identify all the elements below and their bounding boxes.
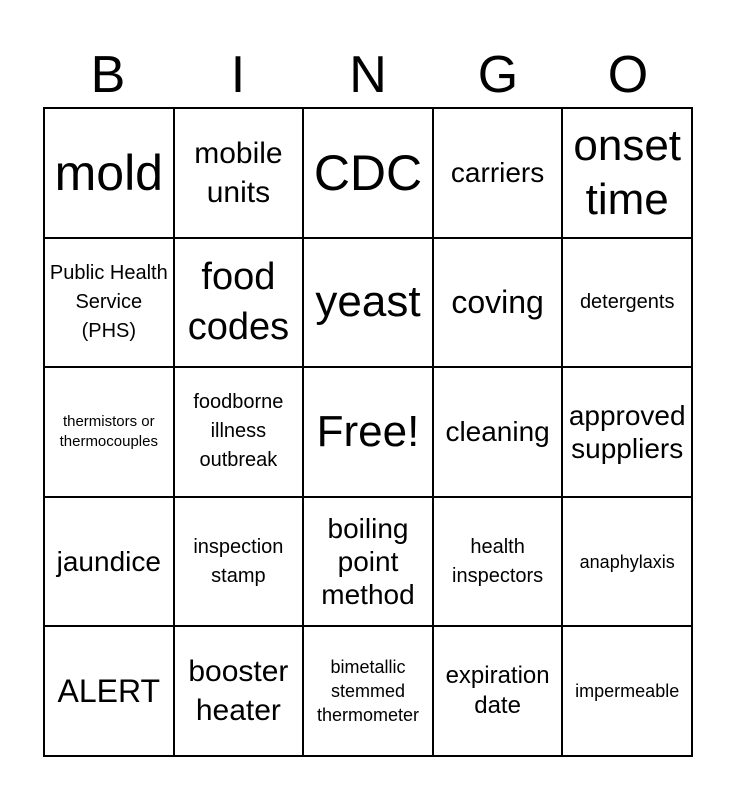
- bingo-cell-r4c1[interactable]: [44, 497, 174, 627]
- bingo-cell-r1c1[interactable]: [44, 108, 174, 238]
- bingo-cell-r3c4[interactable]: [433, 367, 563, 497]
- cell-text: health inspectors: [452, 535, 544, 587]
- bingo-board: [43, 107, 693, 757]
- cell-text: anaphylaxis: [579, 551, 675, 572]
- cell-text: detergents: [579, 290, 675, 313]
- bingo-cell-r2c1[interactable]: [44, 238, 174, 368]
- cell-text: mold: [54, 144, 163, 201]
- bingo-cell-r4c3[interactable]: [303, 497, 433, 627]
- bingo-cell-r5c1[interactable]: [44, 626, 174, 756]
- bingo-cell-r4c4[interactable]: [433, 497, 563, 627]
- cell-text: CDC: [313, 144, 423, 201]
- cell-text: cleaning: [445, 416, 550, 448]
- bingo-cell-r2c4[interactable]: [433, 238, 563, 368]
- bingo-cell-r2c5[interactable]: [562, 238, 692, 368]
- header-letter-o: O: [607, 46, 649, 104]
- cell-text: foodborne illness outbreak: [193, 391, 284, 472]
- header-letter-b: B: [90, 46, 126, 104]
- bingo-cell-r3c3-free[interactable]: [303, 367, 433, 497]
- cell-text: expiration date: [445, 662, 550, 720]
- cell-text: onset time: [573, 120, 682, 224]
- bingo-cell-r1c3[interactable]: [303, 108, 433, 238]
- header-letter-i: I: [230, 46, 246, 104]
- bingo-cell-r3c2[interactable]: [174, 367, 304, 497]
- header-letter-g: G: [477, 46, 519, 104]
- cell-text: approved suppliers: [568, 399, 686, 464]
- bingo-cell-r1c4[interactable]: [433, 108, 563, 238]
- cell-text: Free!: [316, 406, 420, 456]
- cell-text: boiling point method: [321, 513, 415, 611]
- cell-text: coving: [451, 284, 544, 321]
- bingo-cell-r1c5[interactable]: [562, 108, 692, 238]
- cell-text: mobile units: [194, 136, 283, 209]
- bingo-cell-r5c4[interactable]: [433, 626, 563, 756]
- bingo-cell-r3c5[interactable]: [562, 367, 692, 497]
- cell-text: inspection stamp: [193, 535, 284, 587]
- cell-text: bimetallic stemmed thermometer: [316, 657, 420, 726]
- cell-text: carriers: [450, 157, 545, 189]
- bingo-cell-r5c5[interactable]: [562, 626, 692, 756]
- bingo-cell-r2c3[interactable]: [303, 238, 433, 368]
- cell-text: ALERT: [57, 673, 161, 710]
- cell-text: thermistors or thermocouples: [59, 412, 158, 450]
- cell-text: booster heater: [188, 655, 289, 728]
- cell-text: jaundice: [56, 546, 161, 578]
- cell-text: impermeable: [575, 681, 680, 702]
- bingo-cell-r1c2[interactable]: [174, 108, 304, 238]
- bingo-header: [43, 42, 693, 108]
- cell-text: yeast: [315, 277, 421, 327]
- bingo-cell-r5c3[interactable]: [303, 626, 433, 756]
- cell-text: Public Health Service (PHS): [49, 261, 168, 342]
- bingo-cell-r4c2[interactable]: [174, 497, 304, 627]
- bingo-cell-r5c2[interactable]: [174, 626, 304, 756]
- header-letter-n: N: [349, 46, 387, 104]
- bingo-cell-r3c1[interactable]: [44, 367, 174, 497]
- bingo-cell-r2c2[interactable]: [174, 238, 304, 368]
- bingo-cell-r4c5[interactable]: [562, 497, 692, 627]
- cell-text: food codes: [187, 256, 290, 349]
